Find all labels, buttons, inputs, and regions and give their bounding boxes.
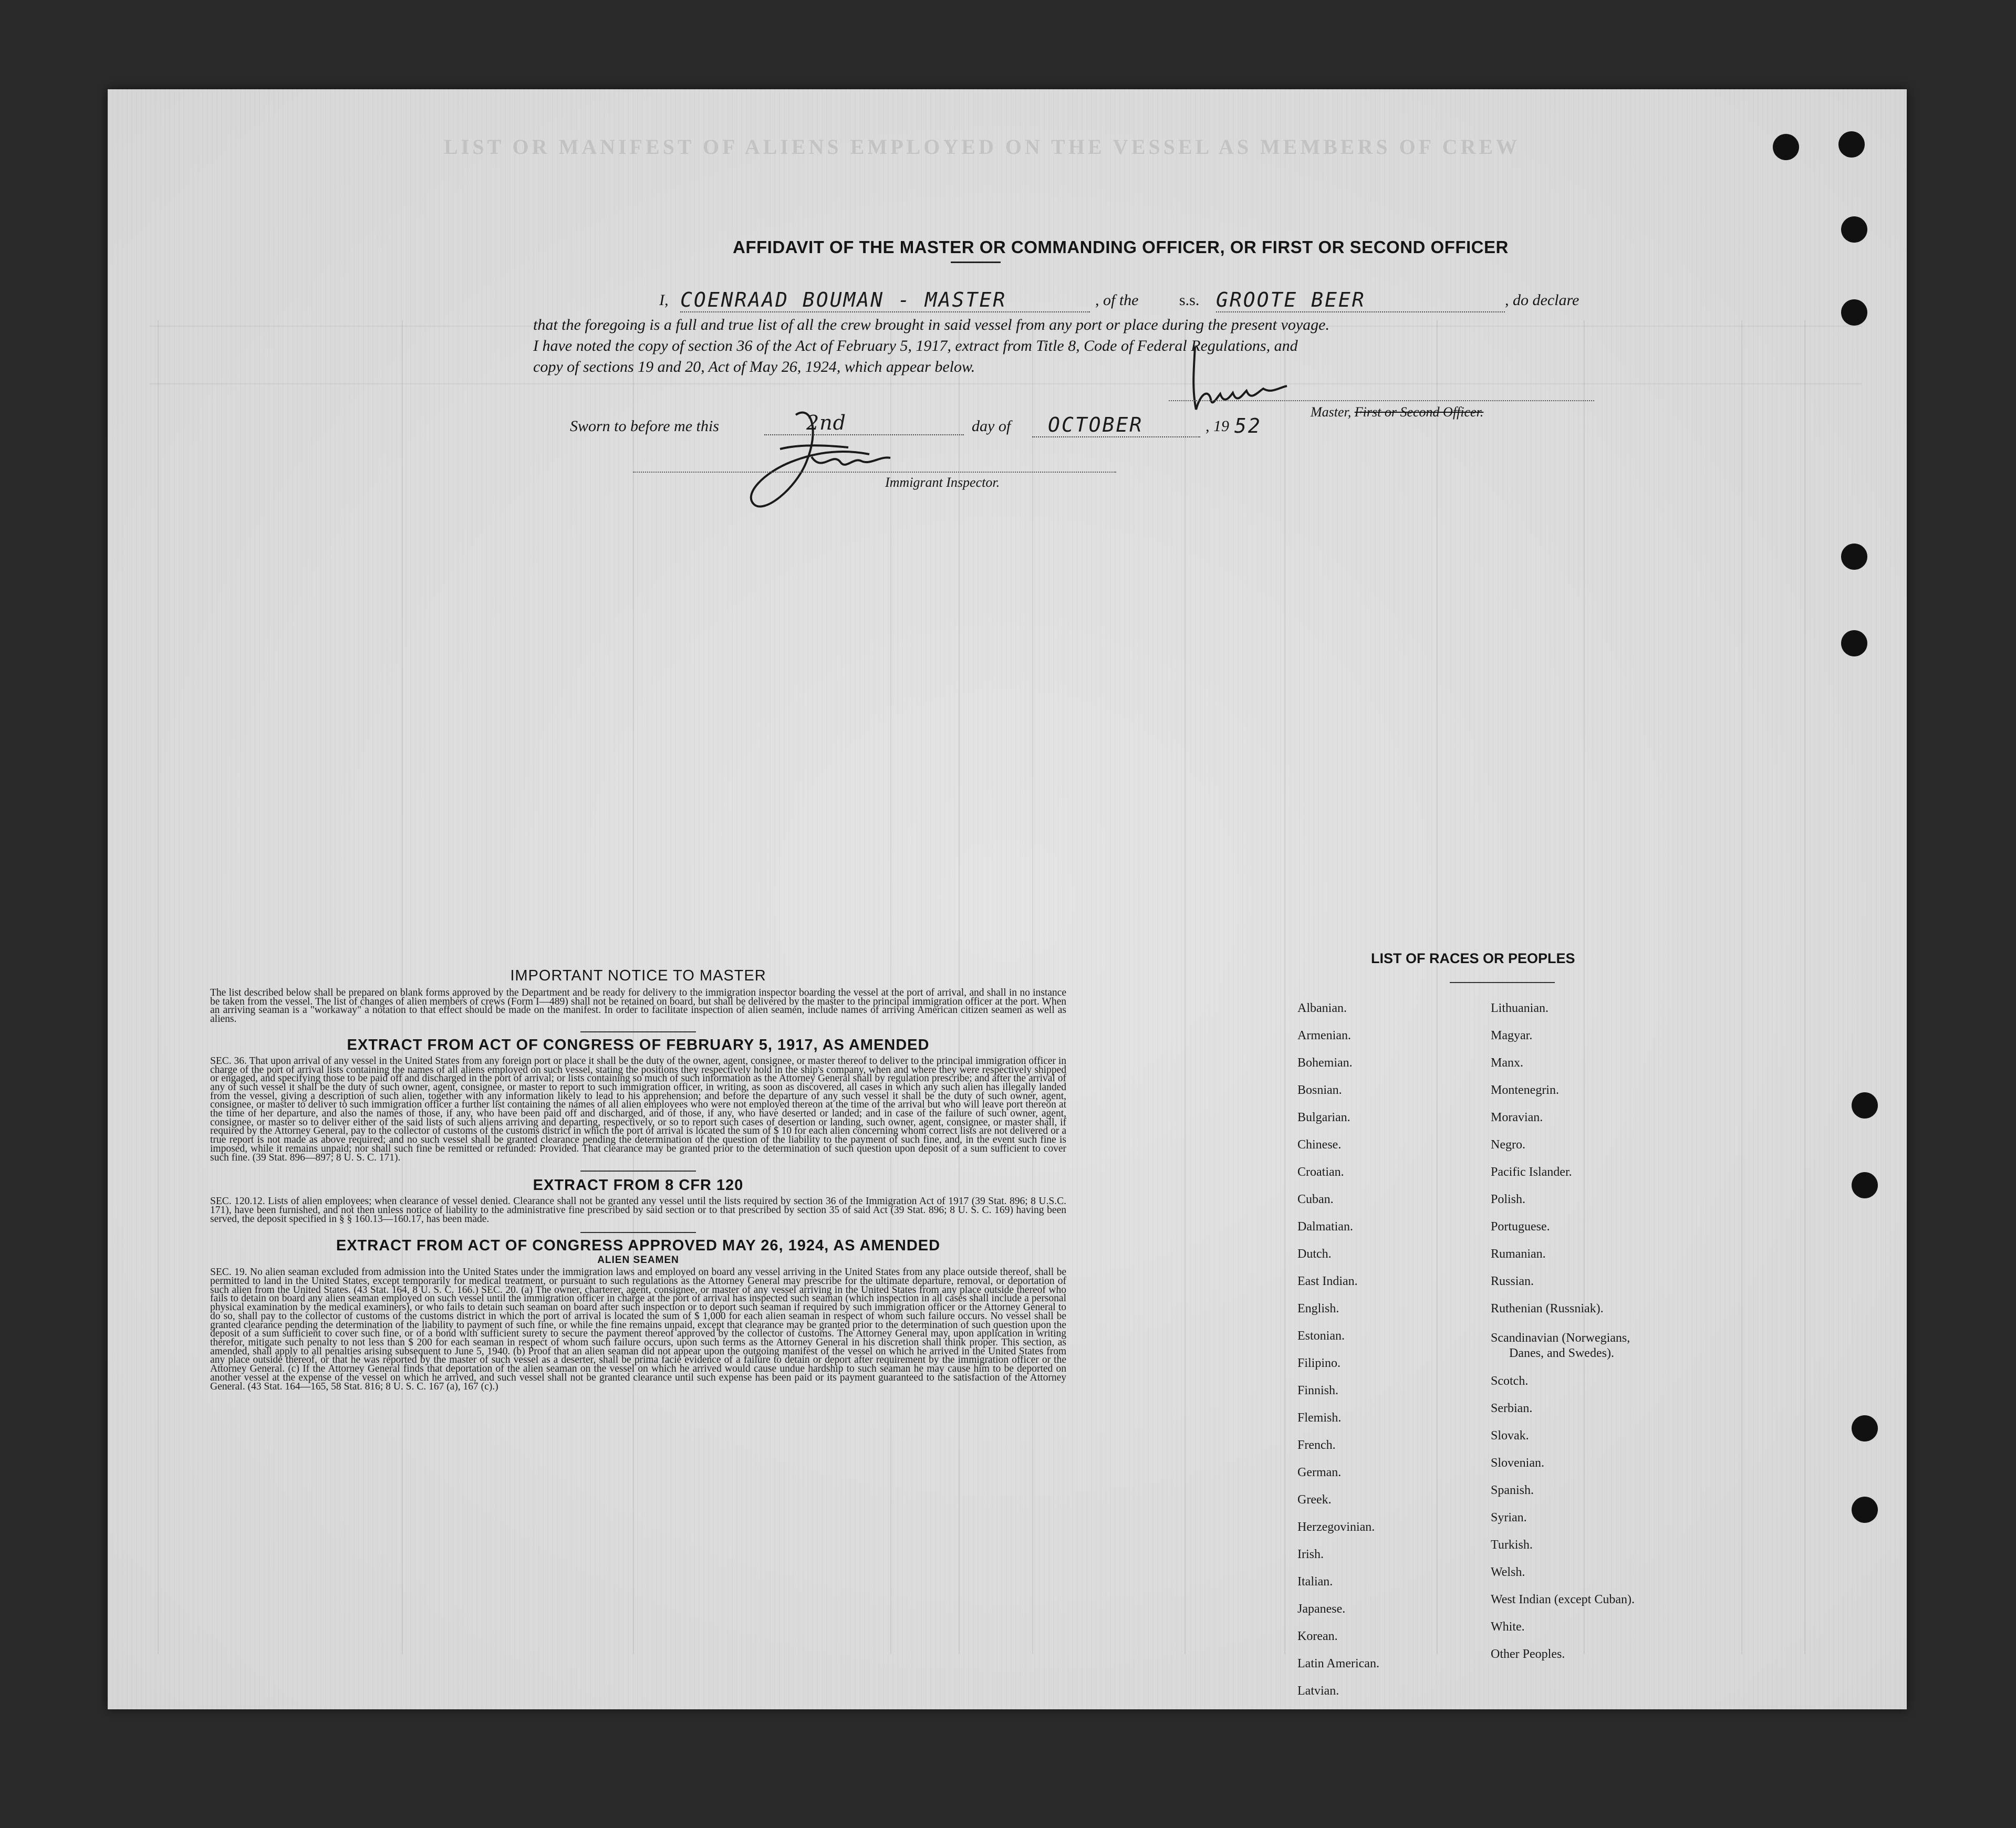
race-left-1: Albanian.: [1297, 1001, 1347, 1015]
extract-1924-body: SEC. 19. No alien seaman excluded from admission into the United States under the immigration laws and employed on board any vessel arriving in the United States from any place outside thereof, shall be permitted to land in the United States, except temporarily for medical treatment, or pursuant to such regulations as the Attorney General may prescribe for the ultimate departure, removal, or deportation of such alien from the United States. (43 Stat. 164, 8 U. S. C. 166.) SEC. 20. (a) The owner, charterer, agent, consignee, or master of any vessel arriving in the United States from any place outside thereof who fails to detain on board any alien seaman employed on such vessel until the immigration officer in charge at the port of arrival has inspected such seaman (which inspection in all cases shall include a personal physical examination by the medical examiners), or who fails to detain such seaman on board after such inspection or to deport such seaman if required by such immigration officer or the Attorney General to do so, shall pay to the collector of customs of the customs district in which the port of arrival is located the sum of $ 1,000 for each alien seaman in respect of whom such failure occurs. No vessel shall be granted clearance pending the determination of the liability to payment of such fine, or while the fine remains unpaid, except that clearance may be granted prior to the determination of such question upon the deposit of a sum sufficient to cover such fine, or of a bond with sufficient surety to secure the payment thereof approved by the collector of customs. The Attorney General may, upon application in writing therefor, mitigate such penalty to not less than $ 200 for each seaman in respect of whom such failure occurs, upon such terms as the Attorney General in his discretion shall think proper. This section, as amended, shall apply to all penalties arising subsequent to June 5, 1940. (b) Proof that an alien seaman did not appear upon the outgoing manifest of the vessel on which he arrived in the United States from any place outside thereof, or that he was reported by the master of such vessel as a deserter, shall be prima facie evidence of a failure to detain or deport after requirement by the immigration officer or the Attorney General. (c) If the Attorney General finds that deportation of the alien seaman on the vessel on which he arrived would cause undue hardship to such seaman he may cause him to be deported on another vessel at the expense of the vessel on which he arrived, and such vessel shall not be granted clearance until such expense has been paid or its payment guaranteed to the satisfaction of the Attorney General. (43 Stat. 164—165, 58 Stat. 816; 8 U. S. C. 167 (a), 167 (c).): [210, 1267, 1066, 1392]
races-title-underline: [1450, 982, 1555, 983]
race-right-19: Spanish.: [1491, 1484, 1534, 1497]
punch-hole: [1841, 299, 1867, 326]
race-left-6: Chinese.: [1297, 1138, 1342, 1152]
bleed-through-column: [1804, 320, 1805, 1654]
race-right-16: Serbian.: [1491, 1402, 1533, 1415]
year-suffix-field: 52: [1234, 414, 1262, 437]
race-left-8: Cuban.: [1297, 1193, 1334, 1206]
section-divider: [580, 1031, 696, 1032]
section-divider: [580, 1171, 696, 1172]
punch-hole: [1841, 630, 1867, 656]
extract-1917-body: SEC. 36. That upon arrival of any vessel in the United States from any foreign port or place it shall be the duty of the owner, agent, consignee, or master thereof to deliver to the principal immigration officer in charge of the port of arrival lists containing the names of all aliens employed on such vessel, stating the positions they respectively hold in the ship's company, when and where they were respectively shipped or engaged, and specifying those to be paid off and discharged in the port of arrival; or lists containing so much of such information as the Attorney General shall by regulation prescribe; and after the arrival of any of such vessel it shall be the duty of such owner, agent, consignee, or master to report to such immigration officer, in writing, as soon as discovered, all cases in which any such alien has illegally landed from the vessel, giving a description of such alien, together with any information likely to lead to his apprehension; and before the departure of any such vessel it shall be the duty of such owner, agent, consignee, or master to deliver to such immigration officer a further list containing the names of all alien employees who were not employed thereon at the time of the arrival but who will leave port thereon at the time of her departure, and also the names of those, if any, who have been paid off and discharged, and of those, if any, who have deserted or landed; and in case of the failure of such owner, agent, consignee, or master so to deliver either of the said lists of such aliens arriving and departing, respectively, or so to report such cases of desertion or landing, such owner, agent, consignee, or master shall, if required by the Attorney General, pay to the collector of customs of the customs district in which the port of arrival is located the sum of $ 10 for each alien concerning whom correct lists are not delivered or a true report is not made as above required; and no such vessel shall be granted clearance pending the determination of the question of the liability to the payment of such fine, and, in the event such fine is imposed, while it remains unpaid; nor shall such fine be remitted or refunded: Provided. That clearance may be granted prior to the determination of such question upon deposit of a sum sufficient to cover such fine. (39 Stat. 896—897; 8 U. S. C. 171).: [210, 1055, 1066, 1163]
ss-label: s.s.: [1179, 291, 1200, 309]
race-left-13: Estonian.: [1297, 1329, 1345, 1343]
race-right-3: Manx.: [1491, 1056, 1523, 1070]
race-left-23: Japanese.: [1297, 1602, 1346, 1616]
inspector-title: Immigrant Inspector.: [885, 475, 1000, 490]
race-left-9: Dalmatian.: [1297, 1220, 1353, 1234]
struck-officer-titles: First or Second Officer.: [1354, 404, 1484, 420]
punch-hole: [1852, 1172, 1878, 1198]
race-right-18: Slovenian.: [1491, 1456, 1544, 1470]
race-right-6: Negro.: [1491, 1138, 1525, 1152]
race-right-10: Rumanian.: [1491, 1247, 1546, 1261]
race-left-2: Armenian.: [1297, 1029, 1351, 1042]
declaration-line-4: copy of sections 19 and 20, Act of May 26, 1924, which appear below.: [533, 358, 975, 375]
sworn-day-field: 2nd: [764, 411, 964, 435]
punch-hole: [1773, 134, 1799, 160]
race-right-4: Montenegrin.: [1491, 1083, 1559, 1097]
year-prefix: , 19: [1206, 417, 1229, 435]
race-right-23: West Indian (except Cuban).: [1491, 1593, 1635, 1606]
section-divider: [580, 1232, 696, 1233]
race-left-26: Latvian.: [1297, 1684, 1339, 1698]
race-right-12: Ruthenian (Russniak).: [1491, 1302, 1604, 1315]
punch-hole: [1841, 544, 1867, 570]
notice-body: The list described below shall be prepared on blank forms approved by the Department and be ready for delivery to the immigration inspector boarding the vessel at the port of arrival, and shall in no instance be taken from the vessel. The list of changes of alien members of crews (Form I—489) shall not be retained on board, but shall be delivered by the master to the principal immigration officer at the port. When an arriving seaman is a "workaway" a notation to that effect should be made on the manifest. In order to facilitate inspection of alien seamen, include names of arriving American citizen seamen as well as aliens.: [210, 987, 1066, 1025]
race-left-18: German.: [1297, 1466, 1342, 1479]
race-left-24: Korean.: [1297, 1629, 1338, 1643]
of-the-label: , of the: [1095, 291, 1139, 309]
title-underline: [951, 262, 1001, 263]
vessel-name-field: GROOTE BEER: [1216, 288, 1505, 312]
bleed-through-column: [158, 320, 159, 1654]
punch-hole: [1841, 216, 1867, 243]
race-left-12: English.: [1297, 1302, 1339, 1315]
punch-hole: [1852, 1497, 1878, 1523]
race-left-20: Herzegovinian.: [1297, 1520, 1375, 1534]
notice-heading: IMPORTANT NOTICE TO MASTER: [510, 967, 766, 984]
document-page: [108, 89, 1907, 1709]
races-list-title: LIST OF RACES OR PEOPLES: [1371, 950, 1575, 966]
bleed-through-column: [1741, 320, 1742, 1654]
race-left-22: Italian.: [1297, 1575, 1333, 1589]
master-signature-line: [1169, 400, 1594, 401]
race-right-11: Russian.: [1491, 1275, 1534, 1288]
bleed-through-column: [1584, 320, 1585, 1654]
race-right-20: Syrian.: [1491, 1511, 1527, 1524]
extract-cfr-heading: EXTRACT FROM 8 CFR 120: [533, 1177, 744, 1194]
do-declare-label: , do declare: [1505, 291, 1579, 309]
race-right-21: Turkish.: [1491, 1538, 1533, 1552]
extract-1924-subheading: ALIEN SEAMEN: [597, 1255, 679, 1266]
sworn-month-field: OCTOBER: [1032, 413, 1200, 437]
bleed-through-rule: [150, 383, 1862, 384]
race-right-8: Polish.: [1491, 1193, 1526, 1206]
race-left-3: Bohemian.: [1297, 1056, 1353, 1070]
race-right-13: Scandinavian (Norwegians,: [1491, 1331, 1630, 1345]
declaration-line-1: [659, 288, 1599, 315]
race-left-5: Bulgarian.: [1297, 1111, 1350, 1124]
race-right-7: Pacific Islander.: [1491, 1165, 1572, 1179]
race-right-9: Portuguese.: [1491, 1220, 1550, 1234]
bleed-through-column: [1284, 320, 1285, 1654]
race-left-19: Greek.: [1297, 1493, 1332, 1507]
bleed-through-column: [1437, 320, 1438, 1654]
race-left-11: East Indian.: [1297, 1275, 1358, 1288]
race-right-2: Magyar.: [1491, 1029, 1533, 1042]
declaration-line-2: that the foregoing is a full and true list of all the crew brought in said vessel from any port or place during the present voyage.: [533, 316, 1329, 333]
master-title: Master,: [1311, 404, 1352, 420]
inspector-signature: [733, 399, 906, 530]
race-right-15: Scotch.: [1491, 1374, 1529, 1388]
race-right-24: White.: [1491, 1620, 1525, 1634]
race-left-14: Filipino.: [1297, 1356, 1341, 1370]
race-left-10: Dutch.: [1297, 1247, 1332, 1261]
master-signature: [1179, 336, 1295, 425]
legal-text-column: [210, 967, 1066, 1391]
bleed-through-title: LIST OR MANIFEST OF ALIENS EMPLOYED ON THE VESSEL AS MEMBERS OF CREW: [444, 135, 1521, 159]
race-left-21: Irish.: [1297, 1548, 1324, 1561]
affidavit-title: AFFIDAVIT OF THE MASTER OR COMMANDING OFFICER, OR FIRST OR SECOND OFFICER: [733, 237, 1509, 257]
i-label: I,: [659, 291, 669, 309]
race-left-7: Croatian.: [1297, 1165, 1344, 1179]
race-right-22: Welsh.: [1491, 1565, 1525, 1579]
race-left-25: Latin American.: [1297, 1657, 1379, 1670]
race-right-5: Moravian.: [1491, 1111, 1543, 1124]
race-left-4: Bosnian.: [1297, 1083, 1342, 1097]
inspector-signature-line: [633, 472, 1116, 473]
race-left-15: Finnish.: [1297, 1384, 1339, 1397]
race-right-14: Danes, and Swedes).: [1509, 1346, 1614, 1360]
declaration-line-3: I have noted the copy of section 36 of the Act of February 5, 1917, extract from Title 8, Code of Federal Regulations, and: [533, 337, 1298, 354]
master-name-field: COENRAAD BOUMAN - MASTER: [680, 288, 1090, 312]
extract-cfr-body: SEC. 120.12. Lists of alien employees; when clearance of vessel denied. Clearance shall not be granted any vessel until the lists required by section 36 of the Immigration Act of 1917 (39 Stat. 896; 8 U.S.C. 171), have been furnished, and not then unless notice of liability to the administrative fine prescribed by said section or to that prescribed by section 35 of said Act (39 Stat. 896; 8 U. S. C. 169) having been served, the deposit specified in § § 160.13—160.17, has been made.: [210, 1196, 1066, 1225]
race-left-16: Flemish.: [1297, 1411, 1342, 1425]
race-right-17: Slovak.: [1491, 1429, 1529, 1443]
race-left-17: French.: [1297, 1438, 1336, 1452]
punch-hole: [1852, 1415, 1878, 1441]
punch-hole: [1852, 1092, 1878, 1119]
bleed-through-column: [1184, 320, 1186, 1654]
day-of-label: day of: [972, 417, 1011, 435]
punch-hole: [1838, 131, 1865, 158]
extract-1924-heading: EXTRACT FROM ACT OF CONGRESS APPROVED MAY 26, 1924, AS AMENDED: [336, 1237, 941, 1255]
sworn-label: Sworn to before me this: [570, 417, 719, 435]
extract-1917-heading: EXTRACT FROM ACT OF CONGRESS OF FEBRUARY 5, 1917, AS AMENDED: [347, 1036, 930, 1053]
race-right-1: Lithuanian.: [1491, 1001, 1549, 1015]
race-right-25: Other Peoples.: [1491, 1647, 1565, 1661]
